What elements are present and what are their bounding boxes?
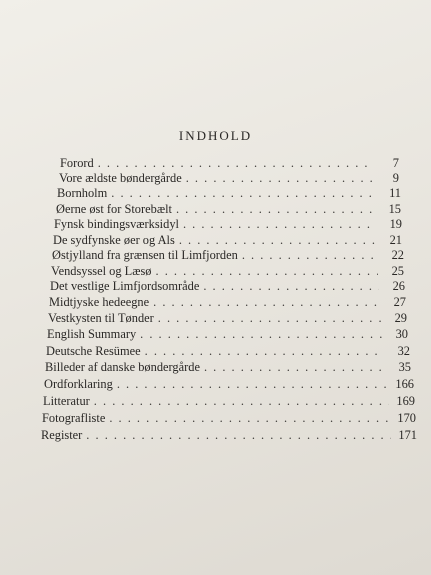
- toc-entry: [48, 310, 407, 326]
- toc-entry-page: 170: [397, 411, 416, 425]
- toc-entry-page: 29: [394, 311, 407, 325]
- toc-entry: [60, 155, 399, 171]
- toc-leader-dots: [158, 310, 381, 326]
- toc-entry-title: Litteratur: [43, 394, 90, 408]
- toc-entry-title: Bornholm: [57, 186, 108, 200]
- toc-entry-title: Det vestlige Limfjordsområde: [50, 279, 200, 293]
- toc-leader-dots: [109, 410, 390, 426]
- toc-leader-dots: [98, 155, 373, 171]
- toc-leader-dots: [145, 343, 384, 359]
- toc-entry-page: 27: [393, 295, 406, 309]
- toc-entry-title: Vestkysten til Tønder: [48, 311, 154, 325]
- toc-entry-page: 15: [388, 202, 401, 216]
- toc-leader-dots: [140, 326, 382, 342]
- toc-leader-dots: [242, 247, 378, 263]
- toc-entry: [49, 294, 406, 310]
- toc-entry-page: 22: [391, 248, 404, 262]
- toc-entry-page: 9: [392, 171, 399, 185]
- toc-entry-page: 7: [392, 156, 399, 170]
- toc-leader-dots: [186, 170, 373, 186]
- toc-leader-dots: [86, 427, 391, 443]
- toc-leader-dots: [183, 216, 376, 232]
- toc-entry: [44, 376, 414, 392]
- toc-entry-title: Forord: [60, 156, 94, 170]
- toc-entry-title: De sydfynske øer og Als: [53, 233, 175, 247]
- toc-entry-title: Billeder af danske bøndergårde: [45, 360, 200, 374]
- toc-leader-dots: [94, 393, 389, 409]
- toc-entry-title: Fotografliste: [42, 411, 106, 425]
- toc-entry-page: 35: [398, 360, 411, 374]
- toc-entry-title: Midtjyske hedeegne: [49, 295, 150, 309]
- toc-entry: [52, 247, 404, 263]
- toc-entry: [53, 232, 402, 248]
- toc-entry: [50, 278, 405, 294]
- toc-entry-title: Østjylland fra grænsen til Limfjorden: [52, 248, 238, 262]
- toc-leader-dots: [203, 278, 379, 294]
- toc-entry: [54, 216, 402, 232]
- toc-entry-page: 21: [389, 233, 402, 247]
- toc-entry-title: Deutsche Resümee: [46, 344, 141, 358]
- toc-entry: [42, 410, 416, 426]
- toc-entry: [45, 359, 411, 375]
- toc-leader-dots: [204, 359, 385, 375]
- toc-entry: [57, 185, 401, 201]
- toc-leader-dots: [179, 232, 376, 248]
- toc-leader-dots: [156, 263, 378, 279]
- toc-leader-dots: [117, 376, 388, 392]
- toc-entry: [41, 427, 417, 443]
- toc-entry-title: Register: [41, 428, 83, 442]
- toc-entry-page: 26: [392, 279, 405, 293]
- toc-entry-title: Ordforklaring: [44, 377, 113, 391]
- toc-entry-page: 19: [389, 217, 402, 231]
- toc-entry-page: 11: [389, 186, 401, 200]
- toc-entry: [43, 393, 415, 409]
- toc-entry-title: English Summary: [47, 327, 137, 341]
- toc-entry: [56, 201, 401, 217]
- toc-entry-page: 32: [397, 344, 410, 358]
- toc-entry-title: Fynsk bindingsværksidyl: [54, 217, 179, 231]
- toc-entry-page: 166: [395, 377, 414, 391]
- toc-leader-dots: [176, 201, 375, 217]
- toc-entry: [51, 263, 404, 279]
- toc-entry: [46, 343, 410, 359]
- toc-leader-dots: [111, 185, 375, 201]
- toc-entry-page: 30: [395, 327, 408, 341]
- toc-entry: [47, 326, 408, 342]
- toc-entry-page: 25: [391, 264, 404, 278]
- toc-heading: INDHOLD: [178, 128, 253, 143]
- toc-entry-page: 169: [396, 394, 415, 408]
- toc-leader-dots: [153, 294, 380, 310]
- toc-entry: [59, 170, 399, 186]
- toc-entry-title: Vendsyssel og Læsø: [51, 264, 152, 278]
- toc-entry-page: 171: [398, 428, 417, 442]
- toc-entry-title: Vore ældste bøndergårde: [59, 171, 182, 185]
- toc-entry-title: Øerne øst for Storebælt: [56, 202, 172, 216]
